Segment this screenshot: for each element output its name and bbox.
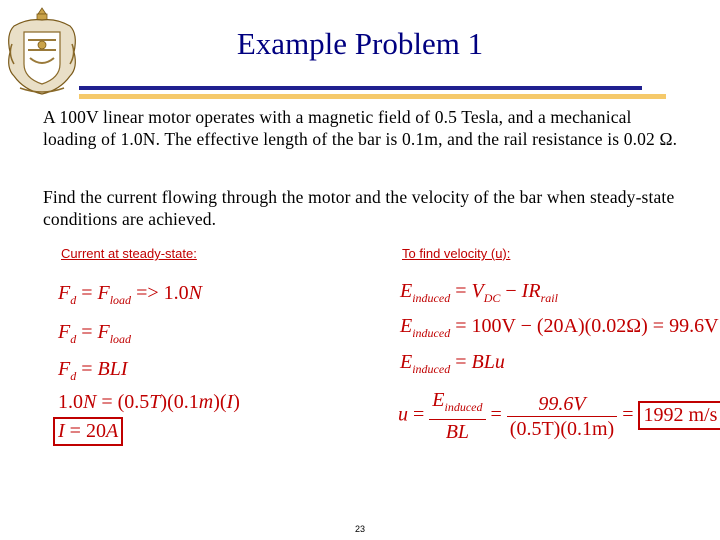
velocity-heading: To find velocity (u): bbox=[402, 246, 511, 261]
academy-crest-logo bbox=[4, 4, 80, 96]
equation-induced-blu: $E_{induced}$ = BLu bbox=[400, 351, 505, 376]
page-number: 23 bbox=[354, 524, 365, 534]
current-result-boxed: I = 20A bbox=[53, 419, 123, 443]
velocity-result-boxed: 1992 m/s bbox=[638, 401, 720, 430]
velocity-fraction-symbolic: $\frac{E_{induced}}{BL}$ bbox=[429, 388, 485, 444]
slide-title: Example Problem 1 bbox=[236, 26, 484, 61]
equation-velocity: u = $\frac{E_{induced}}{BL}$ = $\frac{99.6V}{(0.5T)(0.1m)}$ = 1992 m/s bbox=[398, 388, 720, 444]
velocity-fraction-numeric: $\frac{99.6V}{(0.5T)(0.1m)}$ bbox=[507, 392, 617, 441]
equation-force-balance: $F_d = F_{load}$ bbox=[58, 321, 132, 346]
problem-question: Find the current flowing through the motor and the velocity of the bar when steady-state conditions are achieved. bbox=[43, 187, 675, 229]
current-heading: Current at steady-state: bbox=[61, 246, 197, 261]
equation-force-balance-result: $F_d = F_{load} => 1.0N$ bbox=[58, 282, 202, 307]
problem-statement: A 100V linear motor operates with a magnetic field of 0.5 Tesla, and a mechanical loading of 1.0N. The effective length of the bar is 0.1m, and the rail resistance is 0.02 Ω. bbox=[43, 107, 678, 149]
equation-force-bli: $F_d$ = BLI bbox=[58, 358, 128, 383]
equation-induced-value: $E_{induced} = 100V - (20A)(0.02\Omega) = 99.6V$ bbox=[400, 315, 719, 340]
equation-substitution: 1.0N = (0.5T)(0.1m)(I) bbox=[58, 391, 240, 413]
equation-induced-voltage: $E_{induced} = V_{DC} - IR_{rail}$ bbox=[400, 280, 558, 305]
title-rule-gold bbox=[79, 94, 666, 99]
title-rule-blue bbox=[79, 86, 642, 90]
